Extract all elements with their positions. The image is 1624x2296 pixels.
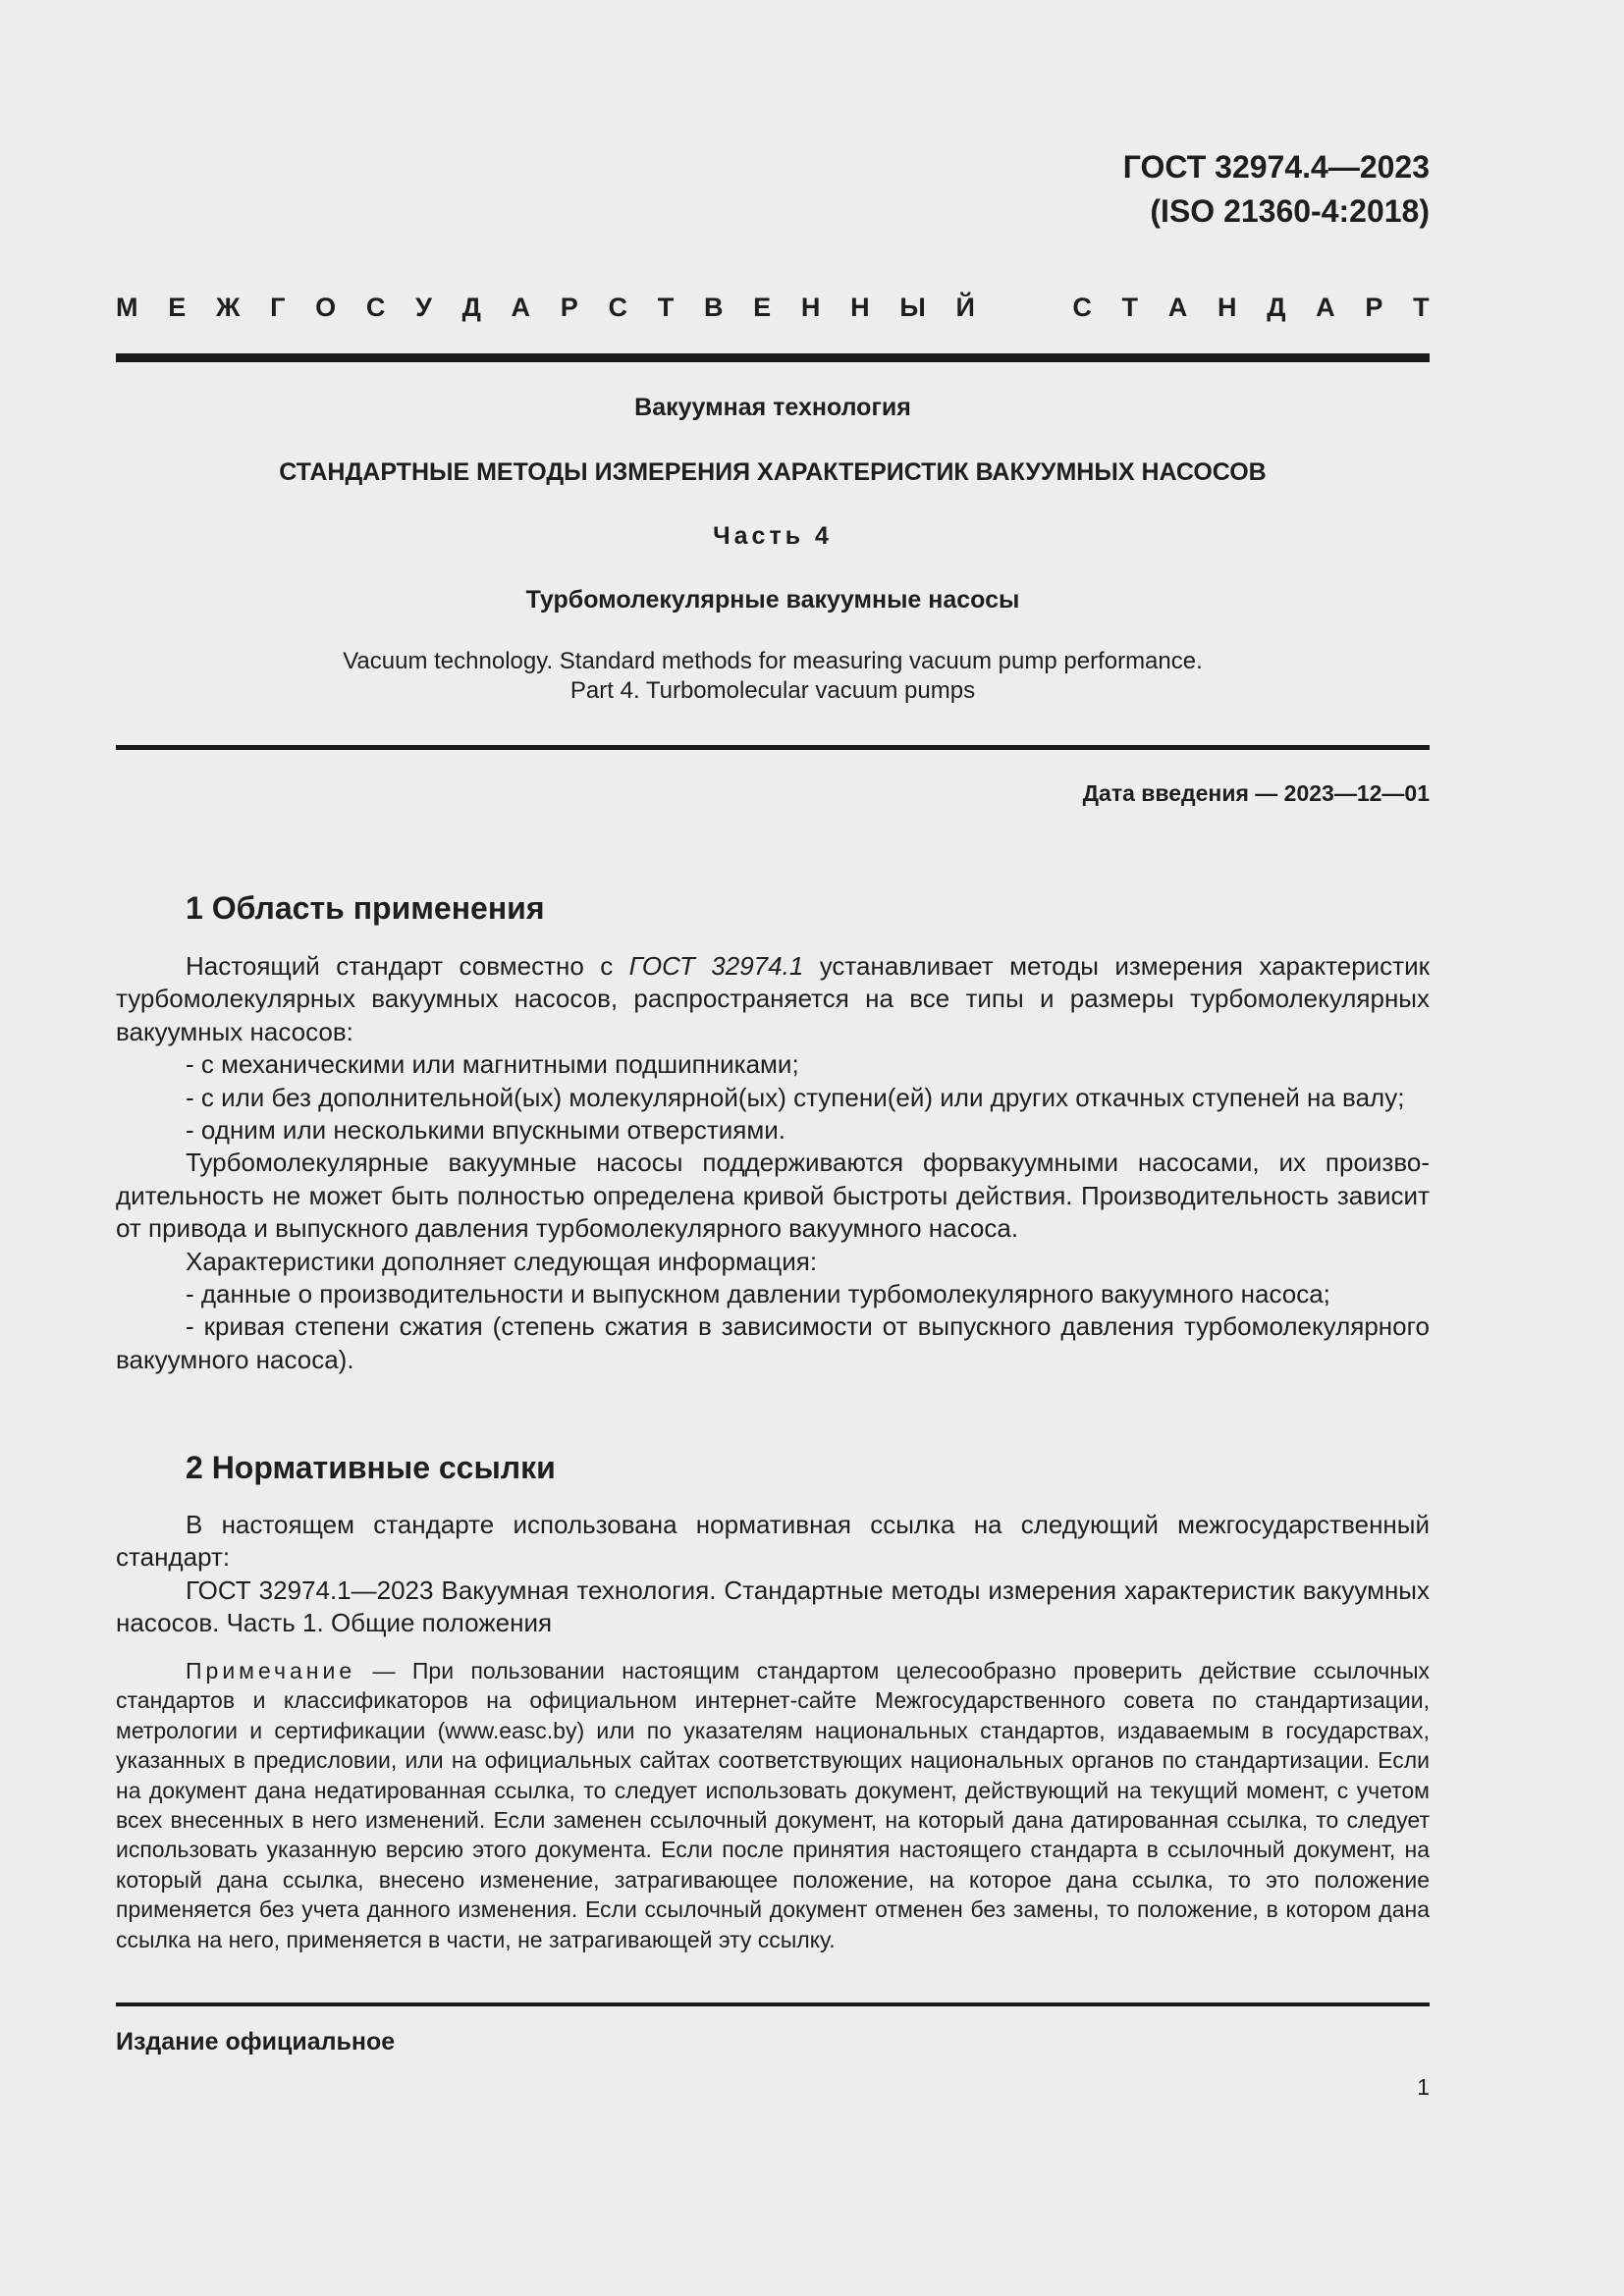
iso-number: (ISO 21360-4:2018) — [1150, 193, 1430, 229]
banner-letter: О — [315, 293, 337, 322]
section-1-intro: Настоящий стандарт совместно с ГОСТ 32974.1 устанавливает методы измерения характеристик турбомолекулярных вакуумных насосов, распространяется на все типы и размеры турбомолекулярных вакуумных насосов: — [116, 951, 1430, 1046]
section-2-body — [116, 1509, 1430, 1640]
section-1-body — [116, 950, 1430, 1376]
banner-letter: Е — [753, 293, 772, 322]
title-subtitle: Турбомолекулярные вакуумные насосы — [525, 586, 1020, 614]
banner-word-gap — [1005, 290, 1043, 325]
banner-letter: С — [365, 293, 386, 322]
footer-rule — [116, 2002, 1430, 2006]
header-rule — [116, 353, 1430, 362]
banner-letter: Т — [1121, 293, 1139, 322]
banner-letter: Й — [955, 293, 975, 322]
title-english-line-1: Vacuum technology. Standard methods for measuring vacuum pump performance. — [343, 648, 1203, 674]
banner-letter: Т — [657, 293, 675, 322]
reference-entry: ГОСТ 32974.1—2023 Вакуумная технология. Стандартные методы измерения характеристик вакуумных насосов. Часть 1. Общие положения — [116, 1575, 1430, 1638]
banner-letter: А — [1167, 293, 1188, 322]
list-item: - данные о производительности и выпускном давлении турбомолекулярного вакуумного насоса; — [186, 1279, 1330, 1309]
section-2-heading: 2 Нормативные ссылки — [186, 1450, 556, 1485]
banner-letter: У — [415, 293, 432, 322]
section-1-heading: 1 Область применения — [186, 890, 545, 926]
title-rule — [116, 745, 1430, 750]
official-edition-label: Издание официальное — [116, 2028, 396, 2056]
banner-letter: М — [116, 293, 138, 322]
banner-letter: А — [511, 293, 531, 322]
banner-letter: Н — [850, 293, 870, 322]
title-part: Часть 4 — [713, 522, 833, 550]
banner-letter: Н — [1217, 293, 1237, 322]
paragraph: Характеристики дополняет следующая информация: — [186, 1246, 818, 1276]
document-designation — [1123, 145, 1430, 234]
banner-letter: Г — [270, 293, 286, 322]
title-english — [116, 647, 1430, 706]
gost-number: ГОСТ 32974.4—2023 — [1122, 149, 1430, 185]
banner-letter: В — [703, 293, 724, 322]
banner-letter: С — [608, 293, 627, 322]
paragraph: Турбомолекулярные вакуумные насосы поддерживаются форвакуумными насосами, их производительность не может быть полностью определена кривой быстроты действия. Производительность зависит от привода и выпускного давления турбомолекулярного вакуумного насоса. — [116, 1148, 1430, 1244]
banner-letter: Д — [1267, 293, 1286, 322]
page-number: 1 — [1417, 2074, 1430, 2100]
note-label: Примечание — [186, 1658, 356, 1683]
list-item: - с или без дополнительной(ых) молекулярной(ых) ступени(ей) или других откачных ступеней на валу; — [186, 1082, 1405, 1112]
title-main: СТАНДАРТНЫЕ МЕТОДЫ ИЗМЕРЕНИЯ ХАРАКТЕРИСТИК ВАКУУМНЫХ НАСОСОВ — [279, 458, 1267, 486]
note-block — [116, 1656, 1430, 1954]
list-item: - одним или несколькими впускными отверстиями. — [186, 1115, 785, 1146]
banner-letter: Т — [1413, 293, 1430, 322]
banner-letter: Р — [560, 293, 578, 322]
list-item: - с механическими или магнитными подшипниками; — [186, 1049, 799, 1080]
banner-letter: А — [1316, 293, 1335, 322]
banner-letter: Р — [1365, 293, 1383, 322]
banner-letter: Д — [461, 293, 481, 322]
banner-letter: С — [1072, 293, 1092, 322]
title-english-line-2: Part 4. Turbomolecular vacuum pumps — [569, 677, 976, 704]
paragraph: В настоящем стандарте использована нормативная ссылка на следующий межгосударственный стандарт: — [116, 1510, 1430, 1573]
list-item: - кривая степени сжатия (степень сжатия в зависимости от выпускного давления турбомолекулярного вакуумного насоса). — [116, 1311, 1430, 1374]
banner-letter: Ы — [899, 293, 926, 322]
title-field: Вакуумная технология — [634, 394, 911, 421]
date-of-introduction: Дата введения — 2023—12—01 — [1082, 780, 1430, 806]
banner-letter: Н — [800, 293, 821, 322]
note-text: — При пользовании настоящим стандартом целесообразно проверить действие ссылочных стандартов и классификаторов на официальном интернет-сайте Межгосударственного совета по стандартизации, метрологии и сертификации (www.easc.by) или по указателям национальных стандартов, издаваемым в государствах, указанных в предисловии, или на официальных сайтах соответствующих национальных органов по стандартизации. Если на документ дана недатированная ссылка, то следует использовать документ, действующий на текущий момент, с учетом всех внесенных в него изменений. Если заменен ссылочный документ, на который дана датированная ссылка, то следует использовать указанную версию этого документа. Если после принятия настоящего стандарта в ссылочный документ, на который дана ссылка, внесено изменение, затрагивающее положение, на которое дана ссылка, то это положение применяется без учета данного изменения. Если ссылочный документ отменен без замены, то положение, в котором дана ссылка на него, применяется в части, не затрагивающей эту ссылку. — [116, 1658, 1430, 1952]
banner-letter: Е — [168, 293, 187, 322]
interstate-standard-banner — [116, 290, 1430, 325]
banner-letter: Ж — [215, 293, 241, 322]
gost-reference: ГОСТ 32974.1 — [628, 951, 804, 981]
